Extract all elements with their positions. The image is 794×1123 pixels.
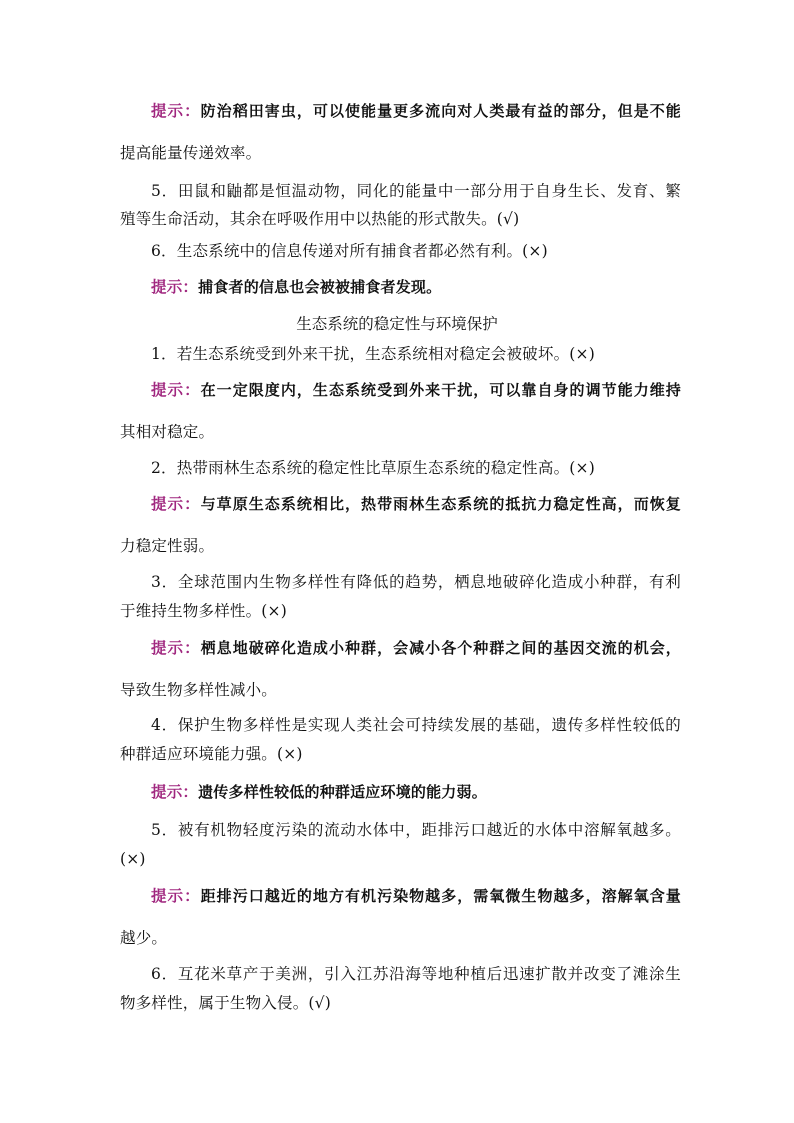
hint-line [151,100,681,122]
hint-text: 遗传多样性较低的种群适应环境的能力弱。 [198,783,487,801]
statement-continuation: (×) [120,850,146,868]
statement-continuation: 种群适应环境能力强。(×) [120,745,303,763]
hint-text: 防治稻田害虫，可以使能量更多流向对人类最有益的部分，但是不能 [200,102,681,120]
hint-text: 栖息地破碎化造成小种群，会减小各个种群之间的基因交流的机会， [200,639,681,657]
statement-continuation: 殖等生命活动，其余在呼吸作用中以热能的形式散失。(√) [120,210,520,228]
hint-text: 与草原生态系统相比，热带雨林生态系统的抵抗力稳定性高，而恢复 [200,495,681,513]
section-title: 生态系统的稳定性与环境保护 [296,315,498,333]
hint-text: 距排污口越近的地方有机污染物越多，需氧微生物越多，溶解氧含量 [200,887,681,905]
hint-label: 提示： [151,381,201,399]
statement-line: 6．互花米草产于美洲，引入江苏沿海等地种植后迅速扩散并改变了滩涂生 [151,965,681,983]
hint-continuation: 力稳定性弱。 [120,537,215,555]
hint-text: 在一定限度内，生态系统受到外来干扰，可以靠自身的调节能力维持 [200,381,681,399]
hint-line [151,276,681,298]
statement-line: 2．热带雨林生态系统的稳定性比草原生态系统的稳定性高。(×) [151,459,595,477]
statement-line: 6．生态系统中的信息传递对所有捕食者都必然有利。(×) [151,242,548,260]
statement-line: 4．保护生物多样性是实现人类社会可持续发展的基础，遗传多样性较低的 [151,716,681,734]
hint-continuation: 提高能量传递效率。 [120,144,262,162]
hint-continuation: 其相对稳定。 [120,423,215,441]
hint-continuation: 越少。 [120,929,168,947]
statement-line: 5．被有机物轻度污染的流动水体中，距排污口越近的水体中溶解氧越多。 [151,821,681,839]
hint-label: 提示： [151,639,201,657]
hint-line [151,493,681,515]
hint-continuation: 导致生物多样性减小。 [120,681,278,699]
hint-label: 提示： [151,887,201,905]
hint-line [151,781,681,803]
hint-text: 捕食者的信息也会被被捕食者发现。 [198,278,442,296]
hint-line [151,379,681,401]
statement-continuation: 于维持生物多样性。(×) [120,602,287,620]
statement-line: 3．全球范围内生物多样性有降低的趋势，栖息地破碎化造成小种群，有利 [151,573,681,591]
hint-line [151,637,681,659]
statement-continuation: 物多样性，属于生物入侵。(√) [120,994,331,1012]
hint-label: 提示： [151,278,199,296]
statement-line: 5．田鼠和鼬都是恒温动物，同化的能量中一部分用于自身生长、发育、繁 [151,182,681,200]
hint-label: 提示： [151,102,201,120]
hint-line [151,885,681,907]
statement-line: 1．若生态系统受到外来干扰，生态系统相对稳定会被破坏。(×) [151,345,595,363]
hint-label: 提示： [151,783,199,801]
hint-label: 提示： [151,495,201,513]
